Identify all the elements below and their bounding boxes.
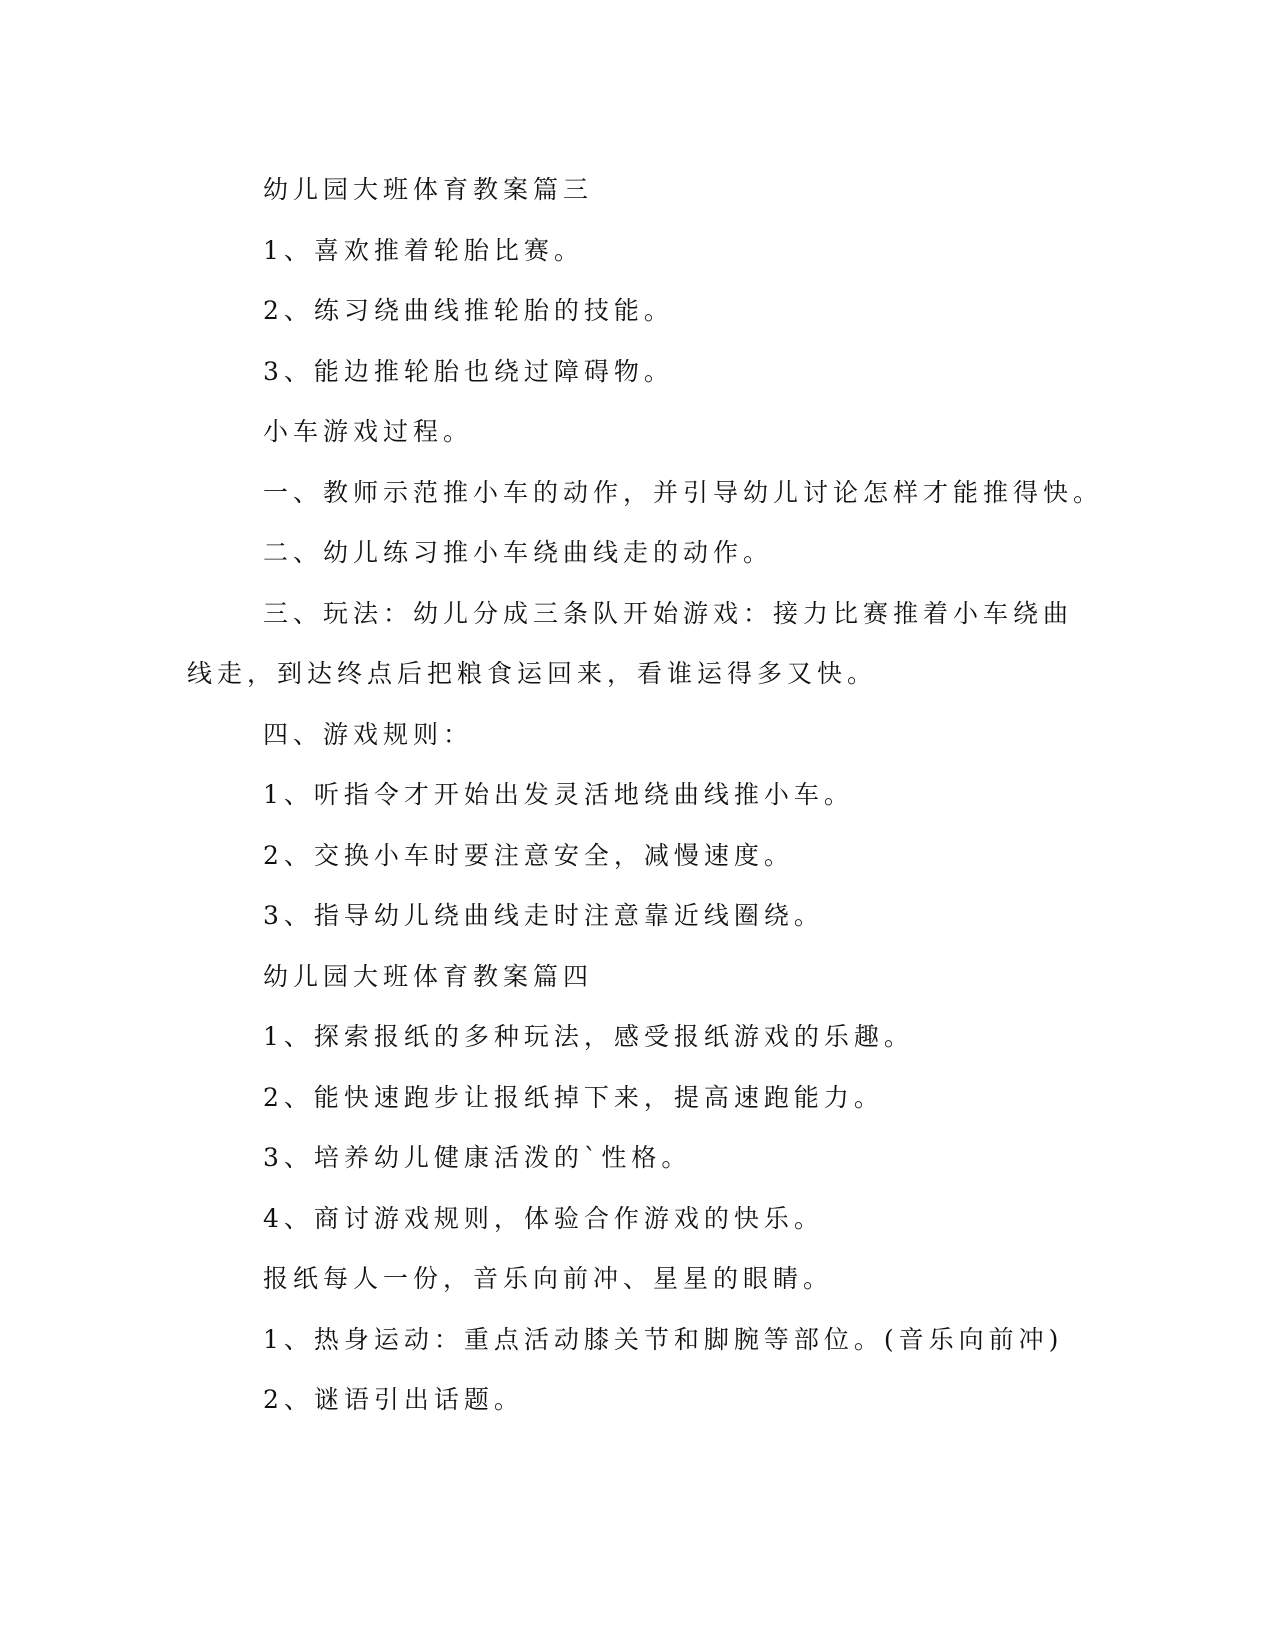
rule-item: 3、指导幼儿绕曲线走时注意靠近线圈绕。 <box>263 901 824 930</box>
goal-item: 3、培养幼儿健康活泼的`性格。 <box>263 1143 692 1172</box>
goal-item: 3、能边推轮胎也绕过障碍物。 <box>263 356 674 386</box>
document-body <box>187 160 1104 1431</box>
goal-item: 2、能快速跑步让报纸掉下来，提高速跑能力。 <box>263 1082 884 1112</box>
process-step: 1、热身运动：重点活动膝关节和脚腕等部位。(音乐向前冲) <box>263 1324 1064 1354</box>
process-step: 2、谜语引出话题。 <box>263 1385 524 1414</box>
goal-item: 1、探索报纸的多种玩法，感受报纸游戏的乐趣。 <box>263 1022 914 1051</box>
process-step: 二、幼儿练习推小车绕曲线走的动作。 <box>263 538 774 567</box>
section-heading: 幼儿园大班体育教案篇四 <box>263 961 594 991</box>
rule-item: 2、交换小车时要注意安全，减慢速度。 <box>263 840 794 870</box>
goal-item: 1、喜欢推着轮胎比赛。 <box>263 235 584 265</box>
goal-item: 4、商讨游戏规则，体验合作游戏的快乐。 <box>263 1203 824 1233</box>
rule-item: 1、听指令才开始出发灵活地绕曲线推小车。 <box>263 780 854 809</box>
process-step: 三、玩法：幼儿分成三条队开始游戏：接力比赛推着小车绕曲线走，到达终点后把粮食运回来，看谁运得多又快。 <box>187 598 1074 688</box>
process-step: 一、教师示范推小车的动作，并引导幼儿讨论怎样才能推得快。 <box>263 477 1104 507</box>
paragraph: 小车游戏过程。 <box>263 417 474 446</box>
section-heading: 幼儿园大班体育教案篇三 <box>263 175 594 204</box>
paragraph: 报纸每人一份，音乐向前冲、星星的眼睛。 <box>263 1264 834 1293</box>
process-step: 四、游戏规则： <box>263 719 474 749</box>
goal-item: 2、练习绕曲线推轮胎的技能。 <box>263 296 674 325</box>
